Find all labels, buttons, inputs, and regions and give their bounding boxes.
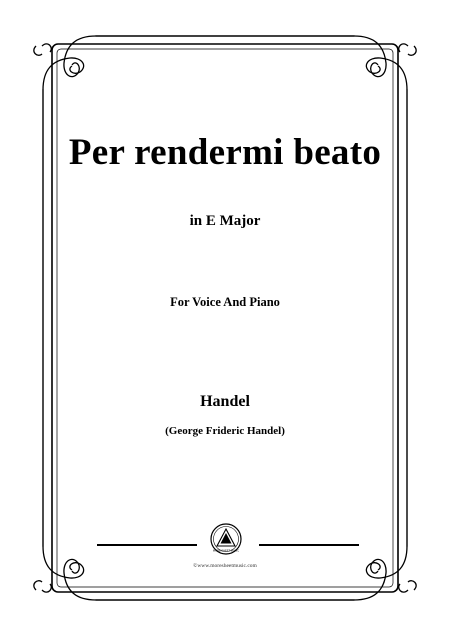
instrumentation-label: For Voice And Piano bbox=[170, 295, 280, 309]
score-title: Per rendermi beato bbox=[68, 132, 382, 173]
triangle-seal-icon bbox=[210, 523, 242, 555]
publisher-logo-text: MORE SHEET MUSIC bbox=[212, 549, 240, 553]
key-signature-label: in E Major bbox=[189, 213, 261, 229]
composer-name: Handel bbox=[200, 393, 250, 410]
divider-left bbox=[97, 544, 197, 546]
composer-full-name: (George Frideric Handel) bbox=[165, 425, 285, 437]
divider-right bbox=[259, 544, 359, 546]
publisher-website: ©www.moresheetmusic.com bbox=[193, 563, 257, 569]
